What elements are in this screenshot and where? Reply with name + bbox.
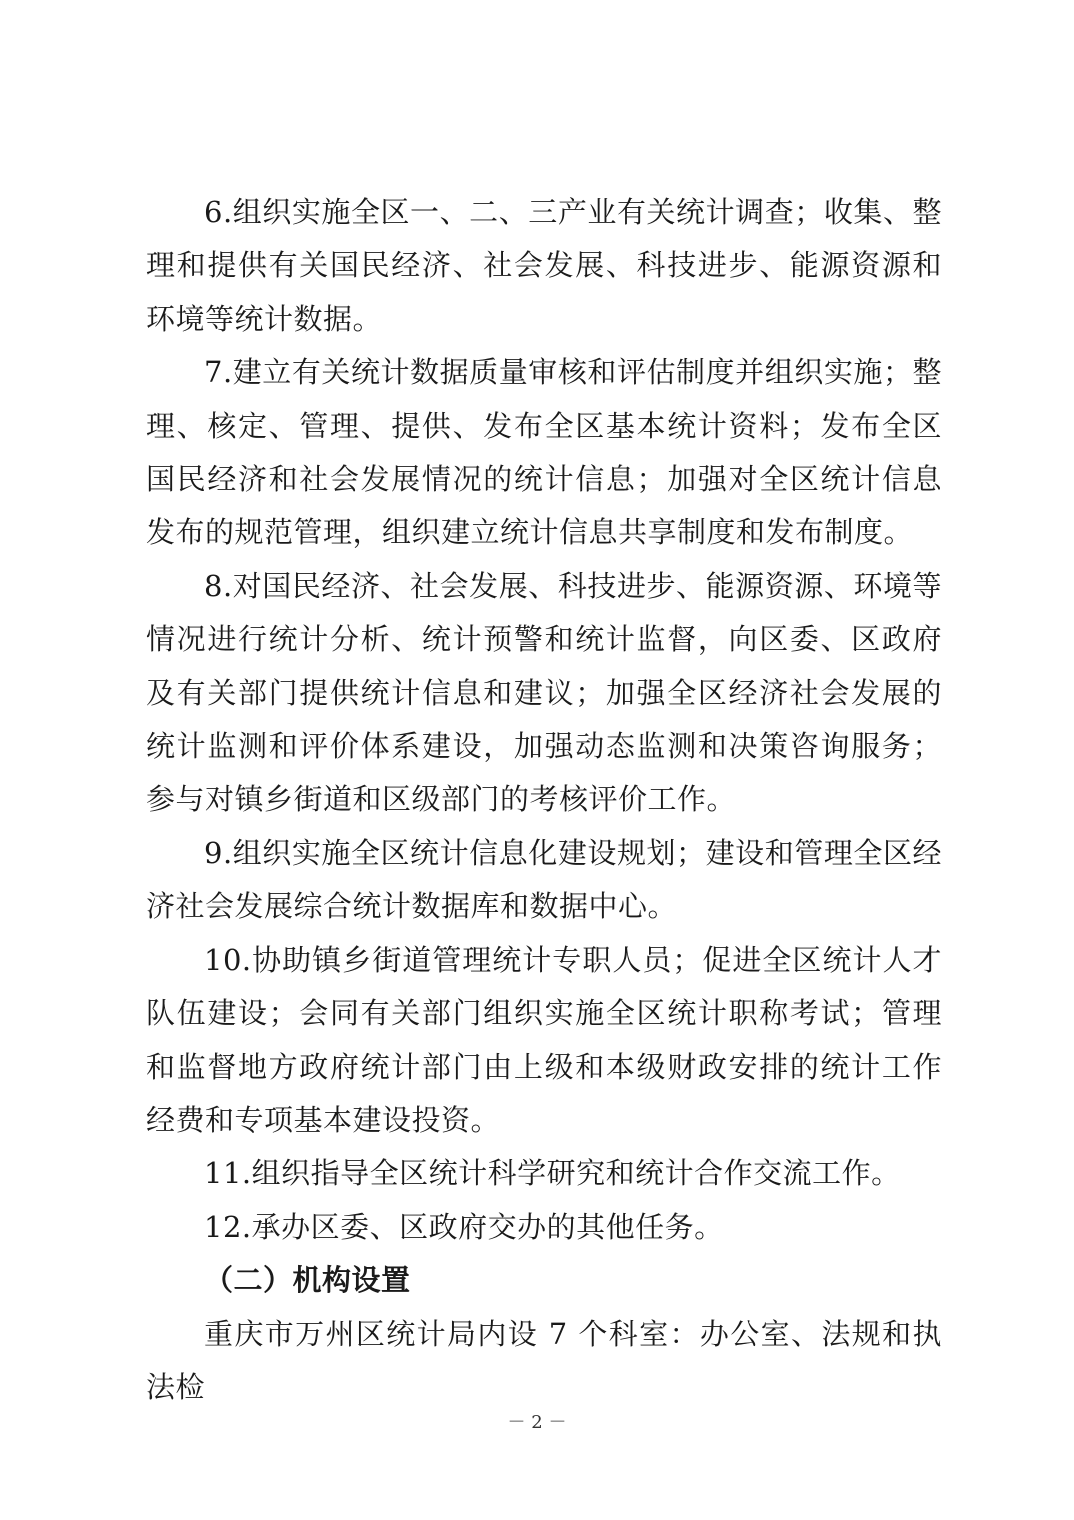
paragraph-item-12: 12.承办区委、区政府交办的其他任务。 <box>204 1209 724 1244</box>
paragraph-item-10: 10.协助镇乡街道管理统计专职人员；促进全区统计人才队伍建设；会同有关部门组织实施全区统计职称考试；管理和监督地方政府统计部门由上级和本级财政安排的统计工作经费和专项基本建设投资。 <box>146 942 942 1137</box>
section-paragraph: 重庆市万州区统计局内设 7 个科室：办公室、法规和执法检 <box>146 1316 942 1404</box>
page-number: － 2 － <box>507 1412 567 1433</box>
paragraph-item-11: 11.组织指导全区统计科学研究和统计合作交流工作。 <box>204 1156 901 1191</box>
paragraph-item-8: 8.对国民经济、社会发展、科技进步、能源资源、环境等情况进行统计分析、统计预警和统计监督，向区委、区政府及有关部门提供统计信息和建议；加强全区经济社会发展的统计监测和评价体系建设，加强动态监测和决策咨询服务；参与对镇乡街道和区级部门的考核评价工作。 <box>146 568 942 817</box>
section-heading: （二）机构设置 <box>204 1263 411 1298</box>
paragraph-item-9: 9.组织实施全区统计信息化建设规划；建设和管理全区经济社会发展综合统计数据库和数据中心。 <box>146 835 942 924</box>
paragraph-item-6: 6.组织实施全区一、二、三产业有关统计调查；收集、整理和提供有关国民经济、社会发展、科技进步、能源资源和环境等统计数据。 <box>146 195 942 336</box>
document-body <box>146 186 942 1414</box>
paragraph-item-7: 7.建立有关统计数据质量审核和评估制度并组织实施；整理、核定、管理、提供、发布全区基本统计资料；发布全区国民经济和社会发展情况的统计信息；加强对全区统计信息发布的规范管理，组织建立统计信息共享制度和发布制度。 <box>146 355 942 550</box>
